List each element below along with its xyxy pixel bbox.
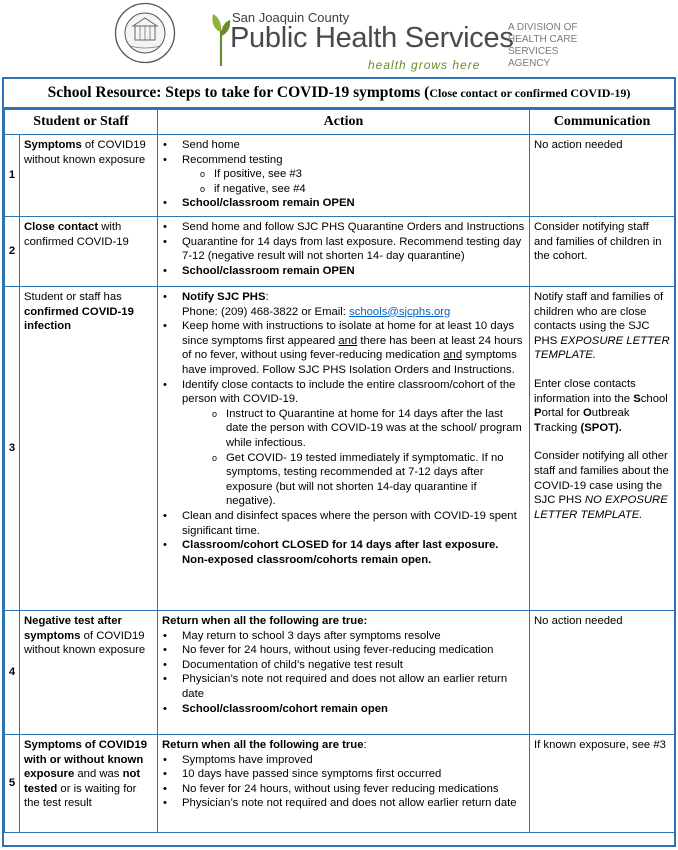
- action-list: [162, 629, 525, 717]
- table-row: [5, 735, 675, 833]
- comm-bold: O: [583, 407, 592, 420]
- student-text: or is waiting for the test result: [24, 782, 137, 810]
- notify-heading: Notify SJC PHS: [182, 291, 266, 303]
- communication-cell: Consider notifying staff and families of children in the cohort.: [530, 217, 675, 287]
- list-item-bold: School/classroom/cohort remain open: [182, 702, 388, 715]
- col-header-student: Student or Staff: [5, 110, 158, 135]
- list-item: • 10 days have passed since symptoms first occurred: [182, 767, 525, 782]
- list-item: • No fever for 24 hours, without using fever reducing medications: [182, 782, 525, 797]
- student-text: of COVID19 without known exposure: [24, 629, 146, 657]
- communication-cell: No action needed: [530, 135, 675, 217]
- division-line-2: HEALTH CARE: [508, 34, 578, 45]
- comm-italic: NO EXPOSURE LETTER TEMPLATE.: [534, 494, 668, 521]
- county-seal-icon: [114, 2, 176, 64]
- table-header-row: [5, 110, 675, 135]
- division-line-1: A DIVISION OF: [508, 22, 578, 33]
- isolate-and-1: and: [338, 334, 358, 347]
- resource-table-frame: [2, 77, 676, 847]
- sub-list-item: o Instruct to Quarantine at home for 14 days after the last date the person with COVID-19 was at the school/ program while infectious.: [226, 407, 525, 451]
- student-text: and was: [74, 768, 123, 781]
- student-bold: Close contact: [24, 221, 99, 233]
- list-item: • Documentation of child’s negative test result: [182, 658, 525, 673]
- action-cell: [158, 217, 530, 287]
- list-item: [182, 290, 525, 319]
- student-bold: Symptoms of COVID19 with or without known exposure: [24, 739, 148, 781]
- title-paren: (: [420, 84, 430, 101]
- action-cell: [158, 135, 530, 217]
- title-sub: Close contact or confirmed COVID-19): [429, 86, 631, 100]
- sprout-icon: [210, 10, 232, 68]
- list-item: [182, 196, 525, 211]
- student-text: Student or staff has: [24, 291, 122, 303]
- table-row: [5, 135, 675, 217]
- action-list: [162, 290, 525, 567]
- comm-text: Notify staff and families of children who are close contacts using the SJC PHS: [534, 291, 664, 347]
- list-item: [182, 702, 525, 717]
- comm-text: utbreak: [591, 407, 630, 420]
- page-header: [0, 0, 678, 76]
- communication-cell: [530, 287, 675, 611]
- comm-bold: (SPOT).: [580, 421, 622, 434]
- logo-main-text: Public Health Services: [230, 22, 514, 54]
- title-main: School Resource: Steps to take for COVID-19 symptoms: [47, 84, 421, 101]
- col-header-action: Action: [158, 110, 530, 135]
- action-list: [162, 138, 525, 211]
- comm-paragraph: [534, 290, 670, 363]
- comm-bold: S: [633, 392, 641, 405]
- table-row: [5, 217, 675, 287]
- student-cell: [20, 287, 158, 611]
- isolate-text-b: there has been at least 24 hours of no fever, without using fever-reducing medication: [182, 334, 523, 362]
- student-cell: [20, 735, 158, 833]
- student-text: with confirmed COVID-19: [24, 221, 129, 248]
- list-item-bold: School/classroom remain OPEN: [182, 197, 355, 210]
- sub-list-item: o if negative, see #4: [214, 182, 525, 197]
- division-line-3: SERVICES AGENCY: [508, 46, 559, 69]
- logo-tagline: health grows here: [368, 58, 481, 72]
- row-number: 4: [5, 611, 20, 735]
- list-item-text: Identify close contacts to include the entire classroom/cohort of the person with COVID-19.: [182, 378, 516, 406]
- isolate-and-2: and: [443, 349, 463, 362]
- list-item: [182, 538, 525, 567]
- comm-bold: T: [534, 421, 541, 434]
- return-heading-text: Return when all the following are true:: [162, 615, 368, 627]
- action-cell: [158, 611, 530, 735]
- list-item: • Send home and follow SJC PHS Quarantine Orders and Instructions: [182, 220, 525, 235]
- row-number: 2: [5, 217, 20, 287]
- list-item: • May return to school 3 days after symptoms resolve: [182, 629, 525, 644]
- sub-list: [182, 167, 525, 196]
- return-heading: [162, 614, 525, 629]
- steps-table: [4, 109, 675, 833]
- comm-italic: EXPOSURE LETTER TEMPLATE.: [534, 334, 670, 362]
- sub-list: [182, 407, 525, 509]
- col-header-communication: Communication: [530, 110, 675, 135]
- student-bold: Symptoms: [24, 139, 82, 151]
- row-number: 5: [5, 735, 20, 833]
- table-row: [5, 611, 675, 735]
- notify-colon: :: [265, 291, 269, 303]
- list-item: [182, 264, 525, 279]
- logo-county-line: San Joaquin County: [232, 10, 350, 25]
- return-heading: [162, 738, 525, 753]
- communication-cell: No action needed: [530, 611, 675, 735]
- list-item: • No fever for 24 hours, without using fever-reducing medication: [182, 643, 525, 658]
- student-cell: [20, 217, 158, 287]
- sub-list-item: o If positive, see #3: [214, 167, 525, 182]
- communication-cell: If known exposure, see #3: [530, 735, 675, 833]
- table-row: [5, 287, 675, 611]
- table-title: [4, 79, 674, 109]
- student-cell: [20, 611, 158, 735]
- return-heading-text: Return when all the following are true: [162, 739, 364, 751]
- row-number: 1: [5, 135, 20, 217]
- action-cell: [158, 735, 530, 833]
- student-bold: not tested: [24, 768, 141, 795]
- sub-list-item: o Get COVID- 19 tested immediately if symptomatic. If no symptoms, testing recommended at 7-12 days after exposure (but will not shorten 14-day quarantine if negative).: [226, 451, 525, 509]
- comm-text: ortal for: [541, 407, 583, 420]
- comm-paragraph: [534, 449, 670, 522]
- action-list: [162, 753, 525, 811]
- student-cell: [20, 135, 158, 217]
- isolate-text-c: symptoms have improved. Follow SJC PHS Isolation Orders and Instructions.: [182, 349, 517, 376]
- list-item: [182, 319, 525, 377]
- list-item: • Physician’s note not required and does not allow earlier return date: [182, 796, 525, 811]
- student-bold: Negative test after symptoms: [24, 615, 122, 642]
- division-text: [508, 22, 598, 70]
- comm-text: Consider notifying all other staff and families about the COVID-19 case using the SJC PHS: [534, 450, 669, 507]
- email-link[interactable]: schools@sjcphs.org: [349, 305, 451, 318]
- list-item: [182, 378, 525, 509]
- contact-phone: Phone: (209) 468-3822 or Email:: [182, 305, 350, 318]
- phs-logo: [210, 8, 514, 74]
- student-bold: confirmed COVID-19 infection: [24, 305, 134, 333]
- comm-bold: P: [534, 407, 542, 420]
- isolate-text-a: Keep home with instructions to isolate at home for at least 10 days since symptoms first appeared: [182, 320, 515, 347]
- list-item: [182, 153, 525, 197]
- comm-text: Enter close contacts information into the: [534, 377, 636, 405]
- comm-paragraph: [534, 377, 670, 435]
- list-item: • Symptoms have improved: [182, 753, 525, 768]
- comm-text: chool: [640, 392, 668, 405]
- list-item: • Clean and disinfect spaces where the person with COVID-19 spent significant time.: [182, 509, 525, 538]
- action-cell: [158, 287, 530, 611]
- list-item: • Physician’s note not required and does not allow an earlier return date: [182, 672, 525, 701]
- list-item-bold: Classroom/cohort CLOSED for 14 days after last exposure. Non-exposed classroom/cohorts remain open.: [182, 539, 499, 566]
- return-heading-colon: :: [363, 739, 367, 751]
- row-number: 3: [5, 287, 20, 611]
- list-item-text: Recommend testing: [182, 153, 283, 166]
- action-list: [162, 220, 525, 278]
- list-item: • Quarantine for 14 days from last exposure. Recommend testing day 7-12 (negative result will not shorten 14- day quarantine): [182, 235, 525, 264]
- list-item: • Send home: [182, 138, 525, 153]
- student-text: of COVID19 without known exposure: [24, 139, 146, 166]
- comm-text: racking: [540, 421, 581, 434]
- list-item-bold: School/classroom remain OPEN: [182, 264, 355, 277]
